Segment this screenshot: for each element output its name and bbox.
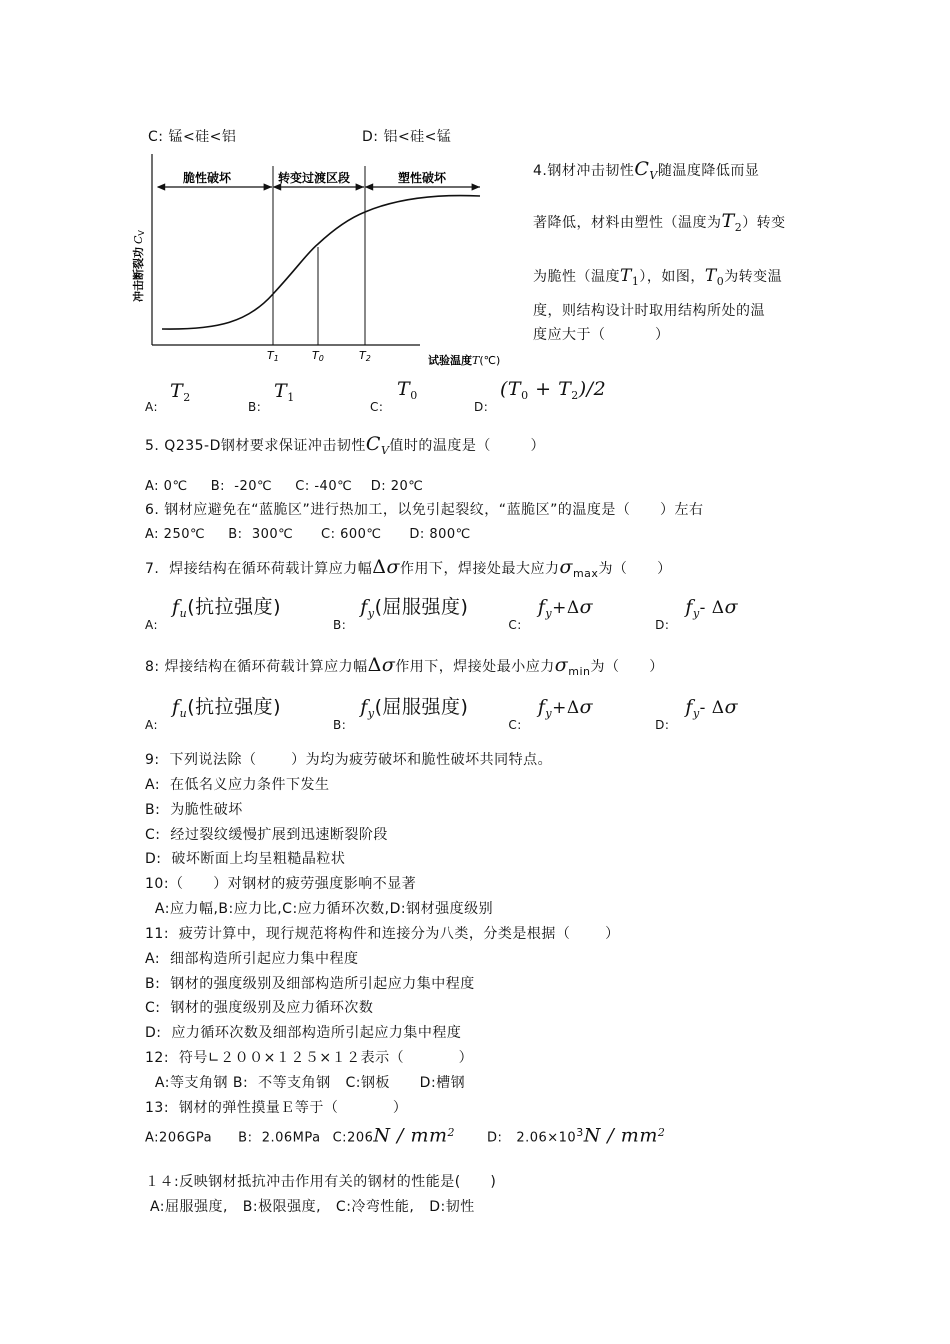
q4-line2: 著降低，材料由塑性（温度为$T_2$）转变 [533,210,786,234]
tick-t1: T1 [267,349,279,363]
q4-option-a-value: $T_2$ [170,380,191,404]
q12-options: A:等支角钢 B: 不等支角钢 C:钢板 D:槽钢 [145,1075,466,1091]
q4-line1: 4.钢材冲击韧性$C_V$随温度降低而显 [533,158,760,182]
q9-question: 9: 下列说法除（ ）为均为疲劳破坏和脆性破坏共同特点。 [145,752,553,768]
q11-option-c: C: 钢材的强度级别及应力循环次数 [145,1000,374,1016]
q14-options: A:屈服强度, B:极限强度, C:冷弯性能, D:韧性 [145,1199,475,1215]
q4-option-b-value: $T_1$ [274,380,295,404]
q6-question: 6. 钢材应避免在“蓝脆区”进行热加工，以免引起裂纹，“蓝脆区”的温度是（ ）左右 [145,502,704,518]
q4-option-a-label: A: [145,400,159,414]
q11-question: 11: 疲劳计算中，现行规范将构件和连接分为八类，分类是根据（ ） [145,926,620,942]
q9-option-d: D: 破坏断面上均呈粗糙晶粒状 [145,851,346,867]
q9-option-a: A: 在低名义应力条件下发生 [145,777,330,793]
y-axis-label: 冲击断裂功CV [132,230,146,302]
q14-question: １４:反映钢材抵抗冲击作用有关的钢材的性能是( ) [145,1174,497,1190]
q4-line3: 为脆性（温度$T_1$），如图，$T_0$为转变温 [533,266,783,288]
q13-question: 13: 钢材的弹性摸量Ｅ等于（ ） [145,1100,408,1116]
tick-t2: T2 [359,349,371,363]
q5-options: A: 0℃ B: -20℃ C: -40℃ D: 20℃ [145,479,424,494]
toughness-curve [162,196,480,330]
tick-t0: T0 [312,349,324,363]
q4-option-d-label: D: [474,400,489,414]
q12-question: 12: 符号∟２００×１２５×１２表示（ ） [145,1050,474,1066]
q9-option-c: C: 经过裂纹缓慢扩展到迅速断裂阶段 [145,827,388,843]
q13-options: A:206GPa B: 2.06MPa C:206N / $mm^2$ D: $2.06\times 10^3N / mm^2$ [145,1124,666,1147]
q9-option-b: B: 为脆性破坏 [145,802,243,818]
x-axis-label: 试验温度T(℃) [428,354,501,367]
q3-option-c: C: 锰<硅<铝 [148,129,237,145]
q7-question: 7. 焊接结构在循环荷载计算应力幅Δσ作用下，焊接处最大应力$\sigma_{max}$为（ ） [145,556,672,580]
label-brittle: 脆性破坏 [183,171,232,185]
q4-option-b-label: B: [248,400,262,414]
q10-options: A:应力幅,B:应力比,C:应力循环次数,D:钢材强度级别 [145,901,494,917]
q10-question: 10:（ ）对钢材的疲劳强度影响不显著 [145,876,417,892]
toughness-chart [128,152,518,372]
q5-question: 5. Q235-D钢材要求保证冲击韧性$C_V$值时的温度是（ ） [145,433,545,457]
q4-option-c-label: C: [370,400,384,414]
q4-line5: 度应大于（ ） [533,327,670,343]
q11-option-d: D: 应力循环次数及细部构造所引起应力集中程度 [145,1025,462,1041]
q8-options: $A:f_u$(抗拉强度)$B:f_y$(屈服强度)$C:f_y+\Delta\sigma D:f_y-$ Δσ [145,696,739,732]
q3-option-d: D: 铝<硅<锰 [362,129,452,145]
q4-line4: 度，则结构设计时取用结构所处的温 [533,303,765,319]
q6-options: A: 250℃ B: 300℃ C: 600℃ D: 800℃ [145,527,471,542]
q4-option-c-value: $T_0$ [397,378,418,402]
q11-option-a: A: 细部构造所引起应力集中程度 [145,951,359,967]
q7-options: $A:f_u$(抗拉强度)$B:f_y$(屈服强度)$C:f_y+\Delta\sigma D:f_y-$ Δσ [145,596,739,632]
q11-option-b: B: 钢材的强度级别及细部构造所引起应力集中程度 [145,976,475,992]
label-transition: 转变过渡区段 [278,171,351,185]
q4-option-d-value: $(T_0 + T_2)/2$ [500,378,607,402]
q8-question: 8: 焊接结构在循环荷载计算应力幅Δσ作用下，焊接处最小应力$\sigma_{min}$为（ ） [145,654,664,678]
label-plastic: 塑性破坏 [398,171,447,185]
